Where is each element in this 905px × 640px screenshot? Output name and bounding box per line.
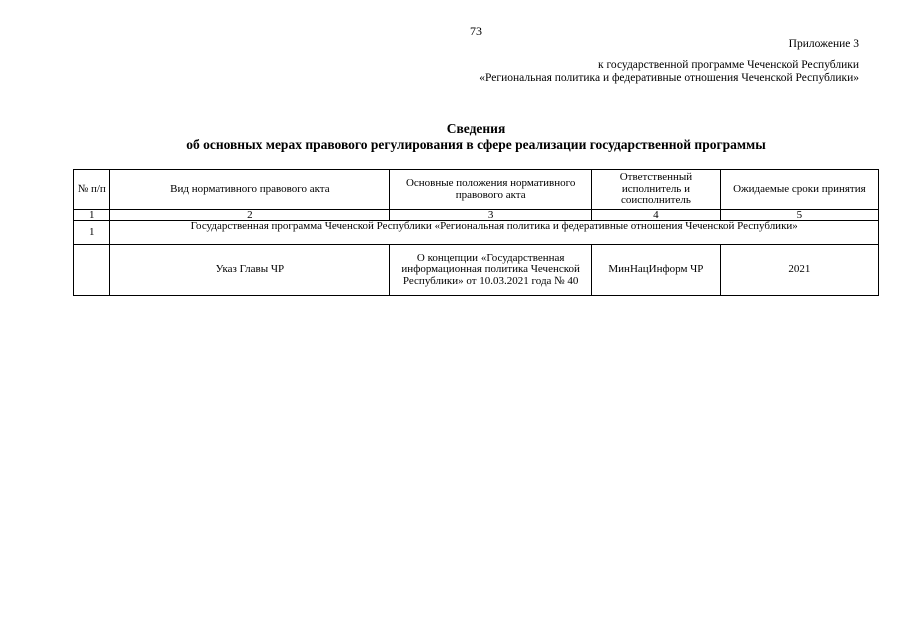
page-number: 73 — [470, 24, 482, 38]
header-num: № п/п — [74, 170, 110, 210]
column-number: 2 — [110, 210, 390, 221]
column-number: 3 — [390, 210, 592, 221]
column-number: 1 — [74, 210, 110, 221]
provisions-cell: О концепции «Государственная информационная политика Чеченской Республики» от 10.03.2021 года № 40 — [390, 245, 592, 296]
deadline-cell: 2021 — [720, 245, 878, 296]
header-provisions: Основные положения нормативного правового акта — [390, 170, 592, 210]
act-type-cell: Указ Главы ЧР — [110, 245, 390, 296]
document-title — [0, 121, 905, 153]
header-act-type: Вид нормативного правового акта — [110, 170, 390, 210]
appendix-label: Приложение 3 — [788, 38, 859, 50]
executor-cell: МинНацИнформ ЧР — [592, 245, 721, 296]
column-number: 5 — [720, 210, 878, 221]
header-executor: Ответственный исполнитель и соисполнитель — [592, 170, 721, 210]
row-num — [74, 245, 110, 296]
table-row — [74, 245, 879, 296]
legal-measures-table — [73, 169, 879, 296]
title-line1: Сведения — [446, 121, 506, 136]
header-deadline: Ожидаемые сроки принятия — [720, 170, 878, 210]
table-header-row — [74, 170, 879, 210]
appendix-reference-line2: «Региональная политика и федеративные отношения Чеченской Республики» — [479, 72, 859, 84]
column-number: 4 — [592, 210, 721, 221]
program-name: Государственная программа Чеченской Республики «Региональная политика и федеративные отношения Чеченской Республики» — [110, 221, 879, 245]
table-row — [74, 221, 879, 245]
appendix-header — [479, 38, 859, 85]
row-num: 1 — [74, 221, 110, 245]
title-line2: об основных мерах правового регулирования в сфере реализации государственной программы — [186, 137, 766, 152]
column-number-row — [74, 210, 879, 221]
appendix-reference-line1: к государственной программе Чеченской Республики — [598, 59, 859, 71]
